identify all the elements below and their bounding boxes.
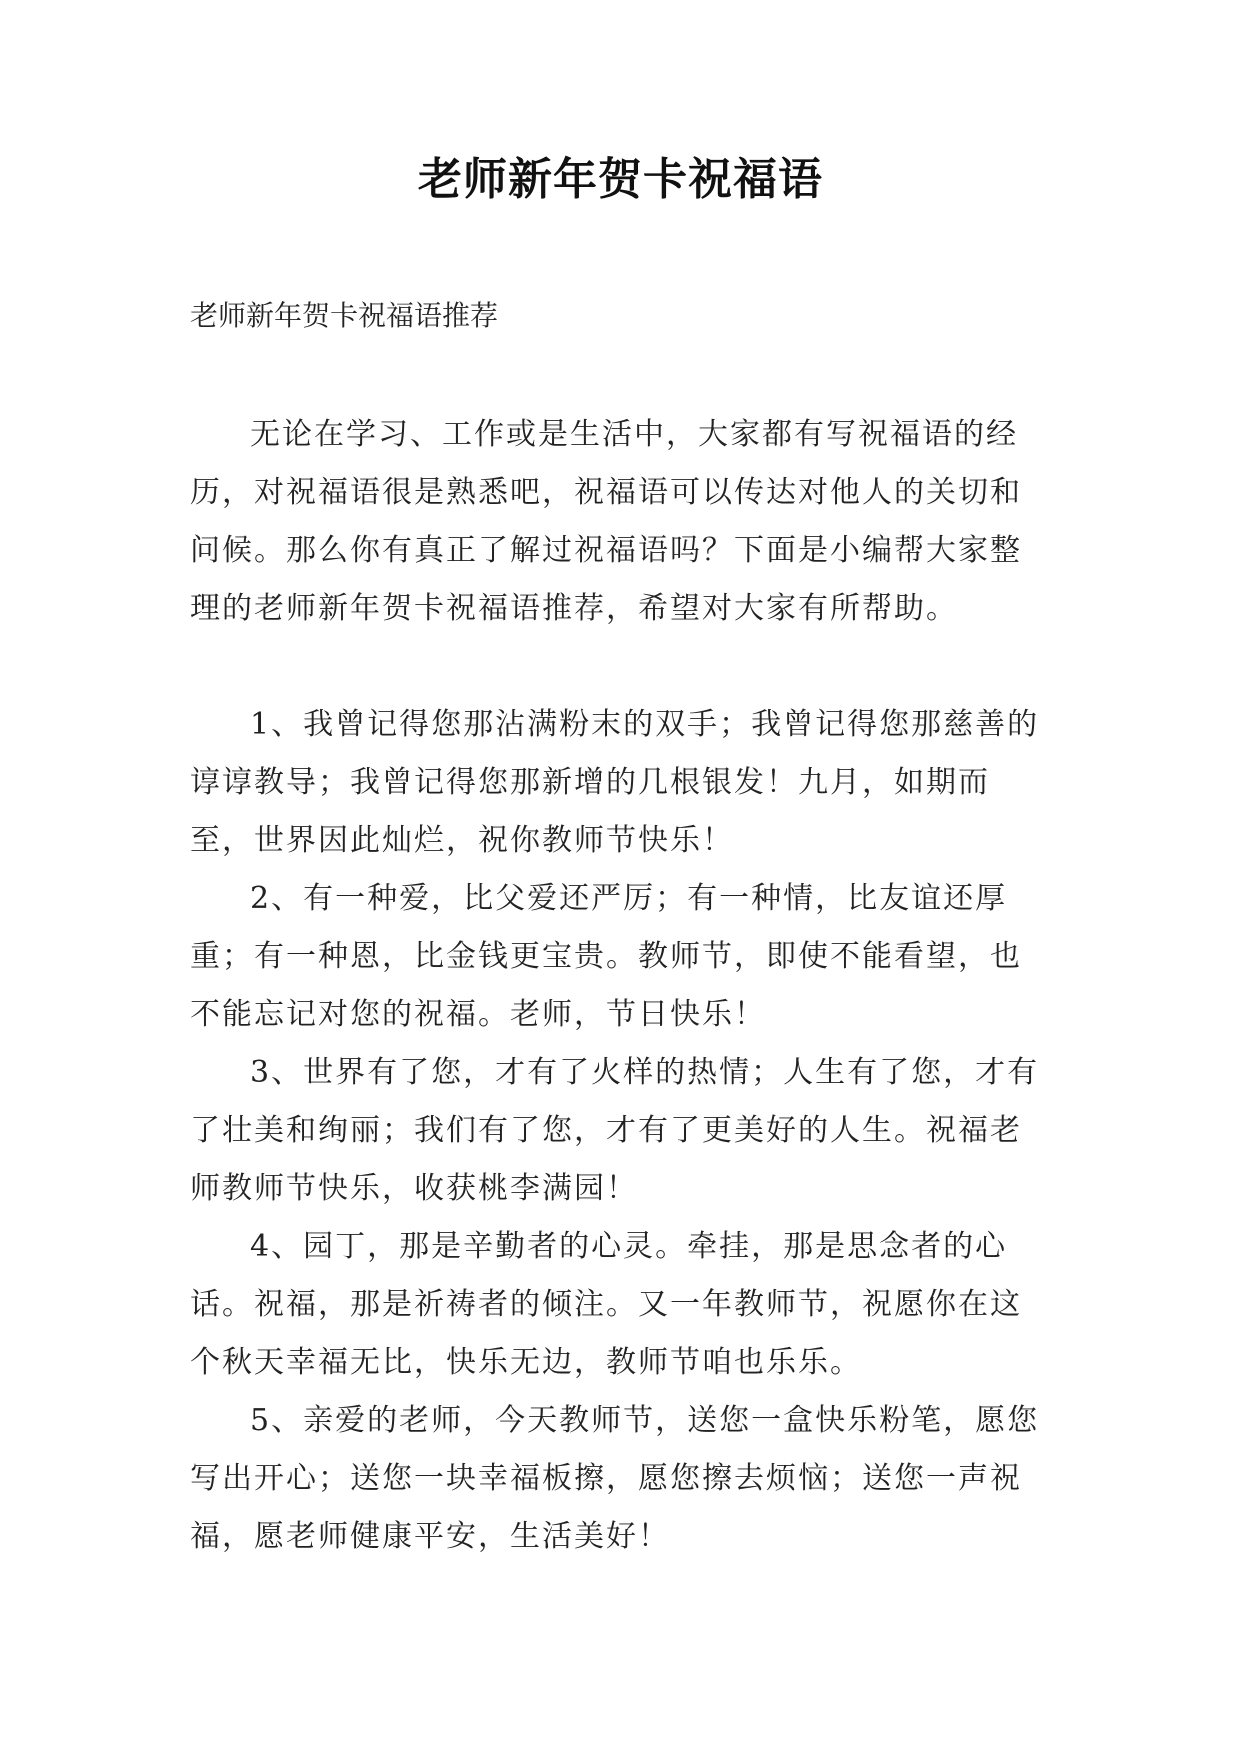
blessing-item-1: 1、我曾记得您那沾满粉末的双手；我曾记得您那慈善的谆谆教导；我曾记得您那新增的几根银发！九月，如期而至，世界因此灿烂，祝你教师节快乐！ [190, 707, 1040, 858]
blessing-item-2: 2、有一种爱，比父爱还严厉；有一种情，比友谊还厚重；有一种恩，比金钱更宝贵。教师节，即使不能看望，也不能忘记对您的祝福。老师，节日快乐！ [190, 881, 1022, 1032]
intro-section [190, 406, 1050, 638]
blessing-item-4: 4、园丁，那是辛勤者的心灵。牵挂，那是思念者的心话。祝福，那是祈祷者的倾注。又一年教师节，祝愿你在这个秋天幸福无比，快乐无边，教师节咱也乐乐。 [190, 1229, 1022, 1380]
blessing-list [190, 696, 1050, 1566]
intro-paragraph: 无论在学习、工作或是生活中，大家都有写祝福语的经历，对祝福语很是熟悉吧，祝福语可以传达对他人的关切和问候。那么你有真正了解过祝福语吗？下面是小编帮大家整理的老师新年贺卡祝福语推荐，希望对大家有所帮助。 [190, 417, 1022, 626]
blessing-item-5: 5、亲爱的老师，今天教师节，送您一盒快乐粉笔，愿您写出开心；送您一块幸福板擦，愿您擦去烦恼；送您一声祝福，愿老师健康平安，生活美好！ [190, 1403, 1040, 1554]
blessing-item-3: 3、世界有了您，才有了火样的热情；人生有了您，才有了壮美和绚丽；我们有了您，才有了更美好的人生。祝福老师教师节快乐，收获桃李满园！ [190, 1055, 1040, 1206]
document-subtitle: 老师新年贺卡祝福语推荐 [190, 299, 499, 332]
document-title: 老师新年贺卡祝福语 [418, 154, 823, 205]
